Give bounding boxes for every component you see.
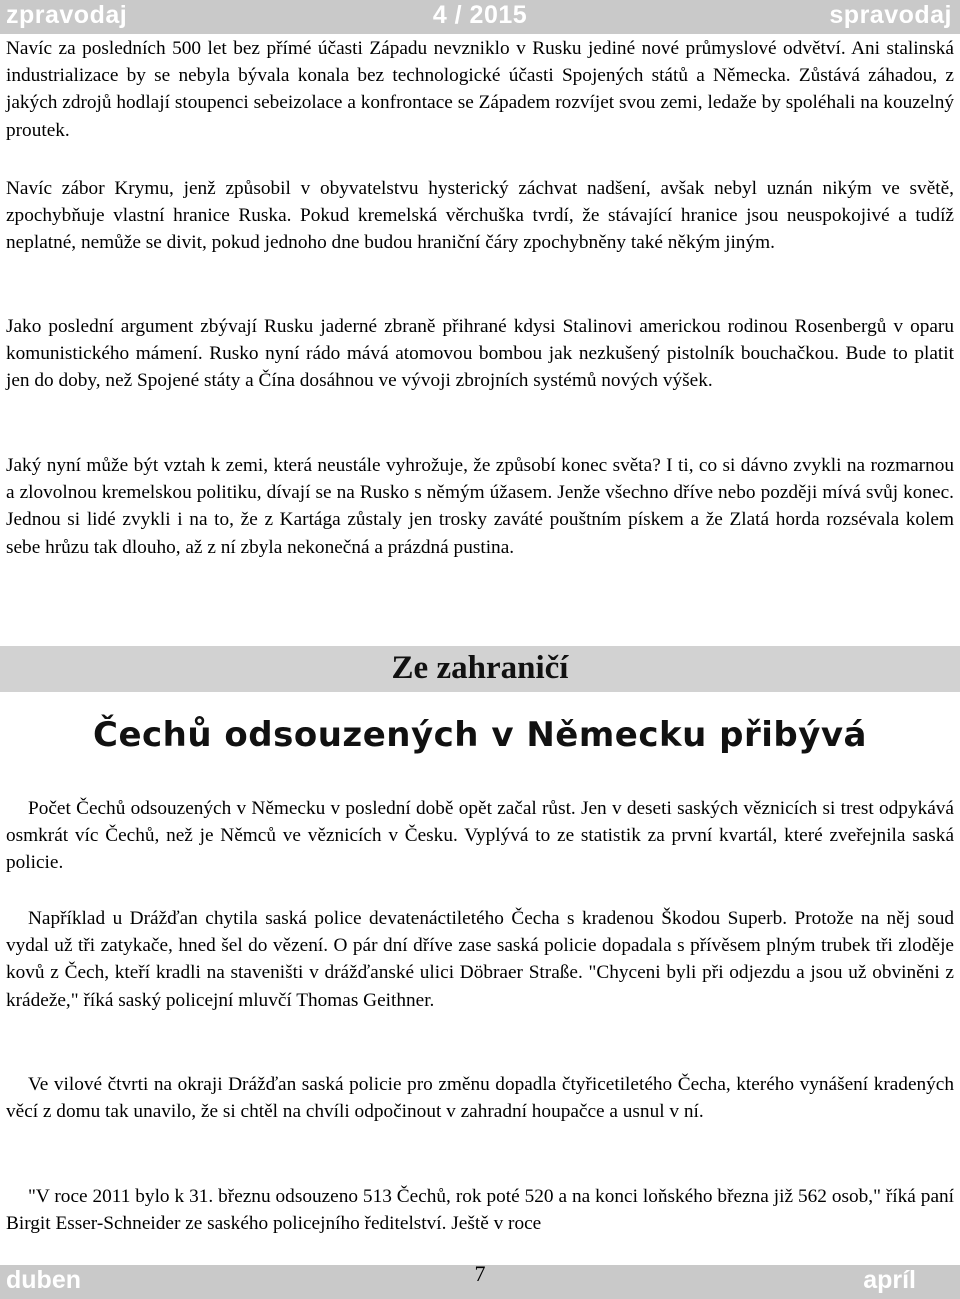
article-title: Čechů odsouzených v Německu přibývá bbox=[93, 715, 867, 755]
page-number: 7 bbox=[474, 1261, 486, 1286]
paragraph-crimea: Navíc zábor Krymu, jenž způsobil v obyvatelstvu hysterický záchvat nadšení, avšak nebyl uznán nikým ve světě, zpochybňuje vlastní hranice Ruska. Pokud kremelská věrchuška tvrdí, že stávající hranice jsou neuspokojivé a tudíž neplatné, nemůže se divit, pokud jednoho dne budou hraniční čáry zpochybněny také někým jiným. bbox=[6, 178, 954, 254]
paragraph-nuclear: Jako poslední argument zbývají Rusku jaderné zbraně přihrané kdysi Stalinovi americkou rodinou Rosenbergů v oparu komunistického mámení. Rusko nyní rádo mává atomovou bombou jak nezkušený pistolník bouchačkou. Bude to platit jen do doby, než Spojené státy a Čína dosáhnou ve vývoji zbrojních systémů nových výšek. bbox=[6, 316, 954, 392]
paragraph-industry: Navíc za posledních 500 let bez přímé účasti Západu nevzniklo v Rusku jediné nové průmyslové odvětví. Ani stalinská industrializace by se nebyla bývala konala bez technologické účasti Spojených států a Německa. Zůstává záhadou, z jakých zdrojů hodlají stoupenci sebeizolace a konfrontace se Západem rozvíjet svou zemi, ledaže by spoléhali na kouzelný proutek. bbox=[6, 38, 954, 141]
paragraph-relationship: Jaký nyní může být vztah k zemi, která neustále vyhrožuje, že způsobí konec světa? I ti, co si dávno zvykli na rozmarnou a zlovolnou kremelskou politiku, dívají se na Rusko s němým úžasem. Jenže všechno dříve nebo později mívá svůj konec. Jednou si lidé zvykli i na to, že z Kartága zůstaly jen trosky zaváté pouštním pískem a že Zlatá horda rozsévala kolem sebe hrůzu tak dlouho, až z ní zbyla nekonečná a prázdná pustina. bbox=[6, 455, 954, 558]
page-header bbox=[0, 0, 960, 34]
section-title: Ze zahraničí bbox=[391, 650, 569, 686]
paragraph-villa-quarter: Ve vilové čtvrti na okraji Drážďan saská policie pro změnu dopadla čtyřicetiletého Čecha, kterého vynášení kradených věcí z domu tak unavilo, že si chtěl na chvíli odpočinout v zahradní houpačce a usnul v ní. bbox=[6, 1074, 954, 1123]
header-publication-cz: zpravodaj bbox=[6, 1, 128, 29]
footer-month-cz: duben bbox=[6, 1266, 81, 1294]
paragraph-prisoner-count: Počet Čechů odsouzených v Německu v poslední době opět začal růst. Jen v deseti saských věznicích si trest odpykává osmkrát víc Čechů, než je Němců ve věznicích v Česku. Vyplývá to ze statistik za první kvartál, které zveřejnila saská policie. bbox=[6, 798, 954, 874]
header-publication-sk: spravodaj bbox=[829, 1, 952, 29]
paragraph-statistics-quote: "V roce 2011 bylo k 31. březnu odsouzeno 513 Čechů, rok poté 520 a na konci loňského března již 562 osob," říká paní Birgit Esser-Schneider ze saského policejního ředitelství. Ještě v roce bbox=[6, 1186, 954, 1235]
footer-month-sk: apríl bbox=[863, 1266, 916, 1294]
header-issue-number: 4 / 2015 bbox=[432, 1, 528, 29]
paragraph-dresden-arrests: Například u Drážďan chytila saská police devatenáctiletého Čecha s kradenou Škodou Superb. Protože na něj soud vydal už tři zatykače, hned šel do vězení. O pár dní dříve zase saská policie dopadala s přívěsem plným trubek tři zloděje kovů z Čech, kteří kradli na staveništi v drážďanské ulici Döbraer Straße. "Chyceni byli při odjezdu a jsou už obviněni z krádeže," říká saský policejní mluvčí Thomas Geithner. bbox=[6, 908, 954, 1011]
